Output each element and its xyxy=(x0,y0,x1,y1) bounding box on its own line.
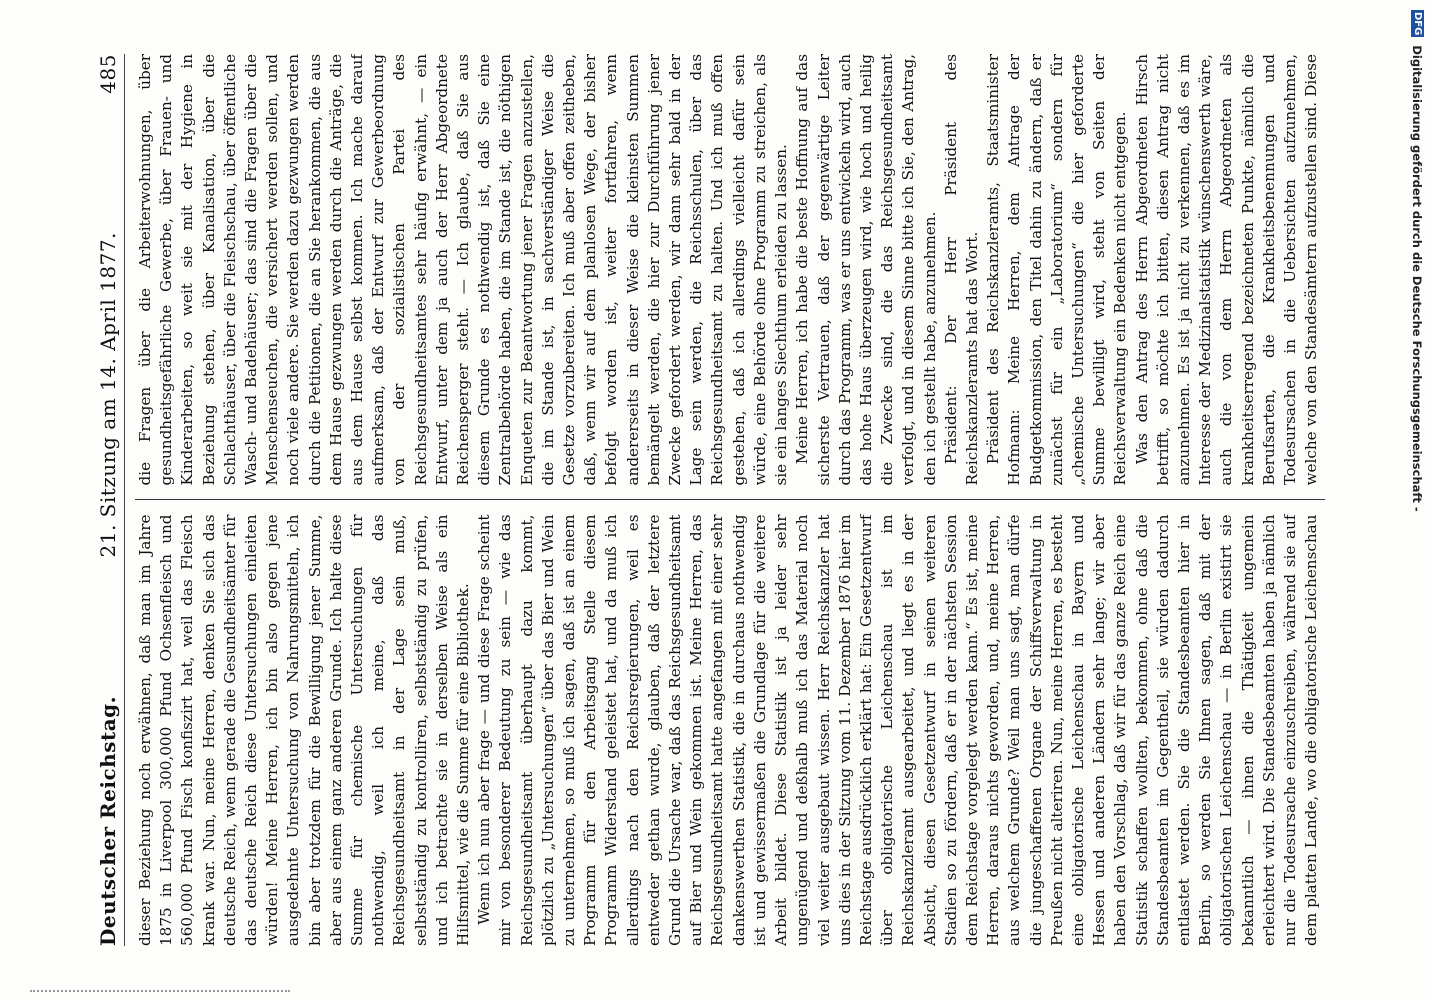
text-column-left xyxy=(135,515,1325,947)
paragraph: Meine Herren, ich habe die beste Hoffnung auf das sicherste Vertrauen, daß der gegenwärtige Leiter durch das Programm, was er uns entwickeln wird, auch das hohe Haus überzeugen wird, wie hoch und heilig die Zwecke sind, die das Reichsgesundheitsamt verfolgt, und in diesem Sinne bitte ich Sie, den Antrag, den ich gestellt habe, anzunehmen. xyxy=(793,54,939,486)
text-column-right xyxy=(135,54,1325,486)
paragraph: Präsident des Reichskanzleramts, Staatsminister Hofmann: Meine Herren, dem Antrage der Budgetkommission, den Titel dahin zu ändern, daß er zunächst für ein „Laboratorium“ sondern für „chemische Untersuchungen“ die hier geforderte Summe bewilligt wird, steht von Seiten der Reichsverwaltung ein Bedenken nicht entgegen. xyxy=(984,54,1130,486)
paragraph: dieser Beziehung noch erwähnen, daß man im Jahre 1875 in Liverpool 300,000 Pfund Ochsenfleisch und 560,000 Pfund Fisch konfiszirt hat, weil das Fleisch krank war. Nun, meine Herren, denken Sie sich das deutsche Reich, wenn gerade die Gesundheitsämter für das deutsche Reich diese Untersuchungen einleiten würden! Meine Herren, ich bin also gegen jene ausgedehnte Untersuchung von Nahrungsmitteln, ich bin aber trotzdem für die Bewilligung jener Summe, aber aus einem ganz anderen Grunde. Ich halte diese Summe für chemische Untersuchungen für nothwendig, weil ich meine, daß das Reichsgesundheitsamt in der Lage sein muß, selbstständig zu kontrolliren, selbstständig zu prüfen, und ich betrachte sie in derselben Weise als ein Hilfsmittel, wie die Summe für eine Bibliothek. xyxy=(136,514,473,946)
paragraph: die Fragen über die Arbeiterwohnungen, über gesundheitsgefährliche Gewerbe, über Frauen- und Kinderarbeiten, so weit sie mit der Hygiene in Beziehung stehen, über Kanalisation, über die Schlachthäuser, über die Fleischschau, über öffentliche Wasch- und Badehäuser; das sind die Fragen über die Menschenseuchen, die versichert werden sollen, und noch viele andere. Sie werden dazu gezwungen werden durch die Petitionen, die an Sie herankommen, die aus dem Hause gezwungen werden durch die Anträge, die aus dem Hause selbst kommen. Ich mache darauf aufmerksam, daß der Entwurf zur Gewerbeordnung von der sozialistischen Partei des Reichsgesundheitsamtes sehr häufig erwähnt, — ein Entwurf, unter dem ja auch der Herr Abgeordnete Reichensperger steht. — Ich glaube, daß Sie aus diesem Grunde es nothwendig ist, daß Sie eine Zentralbehörde haben, die im Stande ist, die nöthigen Enqueten zur Beantwortung jener Fragen anzustellen, die im Stande ist, in sachverständiger Weise die Gesetze vorzubereiten. Ich muß aber offen zeitheben, daß, wenn wir auf dem planlosen Wege, der bisher befolgt worden ist, weiter fortfahren, wenn andererseits in dieser Weise die kleinsten Summen bemängelt werden, die hier zur Durchführung jener Zwecke gefordert werden, wir dann sehr bald in der Lage sein werden, die Reichsschulen, über das Reichsgesundheitsamt zu halten. Und ich muß offen gestehen, daß ich allerdings vielleicht dafür sein würde, eine Behörde ohne Programm zu streichen, als sie ein langes Siechthum erleiden zu lassen. xyxy=(136,54,791,486)
text-columns xyxy=(135,54,1325,946)
page-number: 485 xyxy=(96,54,120,94)
dfg-funding-notice xyxy=(1408,10,1424,610)
session-date: 21. Sitzung am 14. April 1877. xyxy=(96,232,120,558)
scan-artifact xyxy=(30,990,290,996)
paragraph: Was den Antrag des Herrn Abgeordneten Hirsch betrifft, so möchte ich bitten, diesen Antrag nicht anzunehmen. Es ist ja nicht zu verkennen, daß es im Interesse der Medizinalstatistik wünschenswerth wäre, auch die von dem Herrn Abgeordneten als krankheitserregend bezeichneten Punkte, nämlich die Berufsarten, die Krankheitsbenennungen und Todesursachen in die Uebersichten aufzunehmen, welche von den Standesämtern aufzustellen sind. Diese xyxy=(1132,54,1321,486)
funding-notice-text: Digitalisierung gefördert durch die Deutsche Forschungsgemeinschaft - xyxy=(1410,45,1424,512)
page-header xyxy=(96,54,125,946)
publication-title: Deutscher Reichstag. xyxy=(96,695,120,946)
newspaper-page xyxy=(56,10,1376,990)
paragraph-speaker-president: Präsident: Der Herr Präsident des Reichskanzleramts hat das Wort. xyxy=(941,54,981,486)
paragraph: Wenn ich nun aber frage — und diese Frage scheint mir von besonderer Bedeutung zu sein — wie das Reichsgesundheitsamt überhaupt dazu kommt, plötzlich zu „Untersuchungen“ über das Bier und Wein zu unternehmen, so muß ich sagen, daß ist an einem Programm für den Arbeitsgang Stelle diesem Programm Widerstand geleistet hat, und da muß ich allerdings nach den Reichsregierungen, weil es entweder gethan wurde, glauben, daß der letztere Grund die Ursache war, daß das Reichsgesundheitsamt auf Bier und Wein gekommen ist. Meine Herren, das Reichsgesundheitsamt hatte angefangen mit einer sehr dankenswerthen Statistik, die in durchaus nothwendig ist und gewissermaßen die Grundlage für die weitere Arbeit bildet. Diese Statistik ist ja leider sehr ungenügend und deßhalb muß ich das Material noch viel weiter ausgebaut wissen. Herr Reichskanzler hat uns dies in der Sitzung vom 11. Dezember 1876 hier im Reichstage ausdrücklich erklärt hat: Ein Gesetzentwurf über obligatorische Leichenschau ist im Reichskanzleramt ausgearbeitet, und liegt es in der Absicht, diesen Gesetzentwurf in seinen weiteren Stadien so zu fördern, daß er in der nächsten Session dem Reichstage vorgelegt werden kann.“ Es ist, meine Herren, daraus nichts geworden, und, meine Herren, aus welchem Grunde? Weil man uns sagt, man dürfe die jungeschaffenen Organe der Schiffsverwaltung in Preußen nicht alteriren. Nun, meine Herren, es besteht eine obligatorische Leichenschau in Bayern und Hessen und anderen Ländern sehr lange; wir aber haben den Vorschlag, daß wir für das ganze Reich eine Statistik schaffen wollten, bekommen, ohne daß die Standesbeamten im Gegentheil, sie würden dadurch entlastet werden. Sie die Standesbeamten hier in Berlin, so werden Sie Ihnen sagen, daß mit der obligatorischen Leichenschau — in Berlin existirt sie bekanntlich — ihnen die Thätigkeit ungemein erleichtert wird. Die Standesbeamten haben ja nämlich nur die Todesursache einzuschreiben, während sie auf dem platten Lande, wo die obligatorische Leichenschau xyxy=(475,514,1321,946)
dfg-logo: DFG xyxy=(1412,12,1423,36)
column-divider xyxy=(135,500,1325,501)
